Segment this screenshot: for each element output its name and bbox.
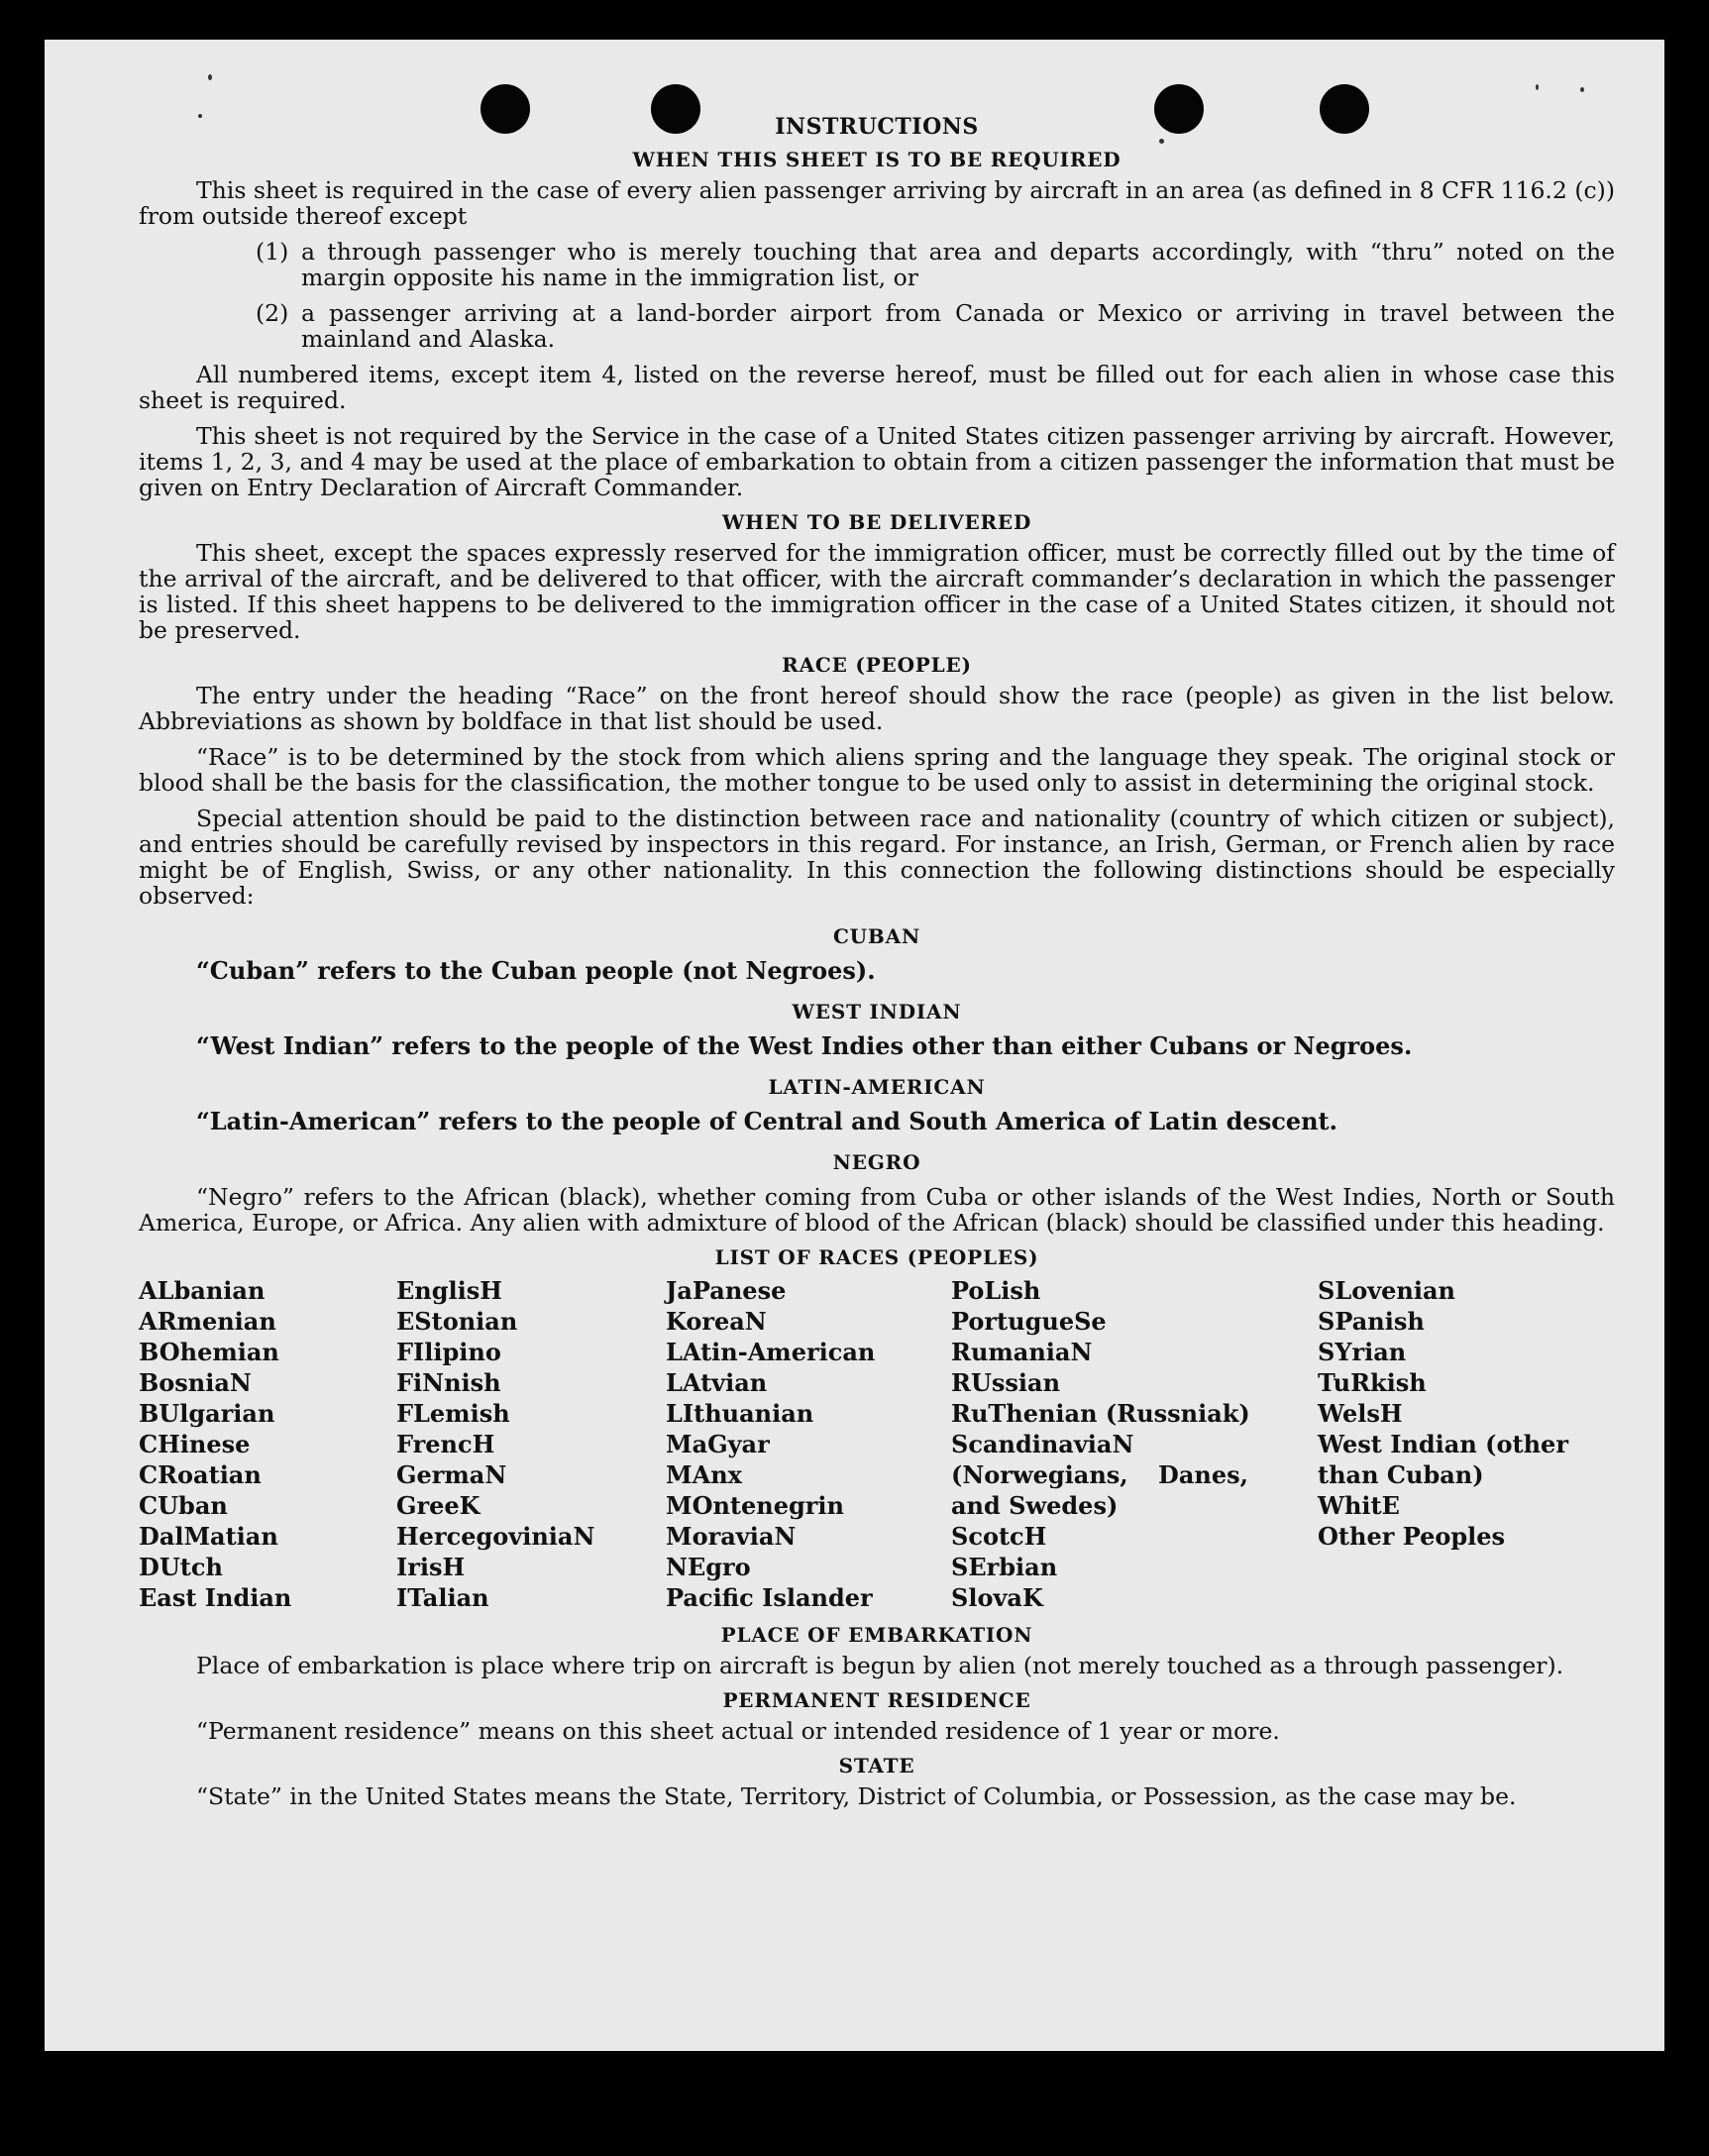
section-heading: NEGRO — [832, 1150, 921, 1174]
races-column-3 — [666, 1275, 951, 1613]
paragraph: “Permanent residence” means on this sheet actual or intended residence of 1 year or more. — [196, 1717, 1280, 1745]
paragraph: This sheet is required in the case of every alien passenger arriving by aircraft in an area (as defined in 8 CFR 116.2 (c)) from outside thereof except — [139, 176, 1615, 230]
race-item: West Indian (other than Cuban) — [1318, 1430, 1568, 1489]
race-item: DalMatian — [139, 1522, 278, 1551]
paragraph: “West Indian” refers to the people of the West Indies other than either Cubans or Negroes. — [196, 1031, 1413, 1060]
race-item: LIthuanian — [666, 1399, 814, 1428]
document-page — [45, 40, 1664, 2051]
paragraph: This sheet is not required by the Service in the case of a United States citizen passenger arriving by aircraft. However, items 1, 2, 3, and 4 may be used at the place of embarkation to obtain from a citizen passenger the information that must be given on Entry Declaration of Aircraft Commander. — [139, 422, 1615, 501]
race-item: GreeK — [396, 1491, 481, 1520]
races-column-4 — [951, 1275, 1318, 1613]
race-item: ITalian — [396, 1583, 489, 1612]
race-item: RumaniaN — [951, 1338, 1093, 1366]
race-item: NEgro — [666, 1553, 751, 1581]
race-item: EnglisH — [396, 1276, 502, 1305]
paragraph: “Cuban” refers to the Cuban people (not Negroes). — [196, 956, 876, 985]
race-item: RuThenian (Russniak) — [951, 1399, 1250, 1428]
race-item: BosniaN — [139, 1368, 252, 1397]
race-item: SPanish — [1318, 1307, 1425, 1336]
race-item: PoLish — [951, 1276, 1041, 1305]
paragraph: “Latin-American” refers to the people of Central and South America of Latin descent. — [196, 1107, 1337, 1135]
race-item: LAtvian — [666, 1368, 768, 1397]
page-title: INSTRUCTIONS — [775, 114, 979, 140]
section-heading: RACE (PEOPLE) — [782, 653, 972, 677]
race-item: CRoatian — [139, 1460, 262, 1489]
section-heading: LIST OF RACES (PEOPLES) — [714, 1245, 1039, 1269]
paragraph: Place of embarkation is place where trip on aircraft is begun by alien (not merely touched as a through passenger). — [196, 1652, 1564, 1679]
race-item: RUssian — [951, 1368, 1061, 1397]
section-heading: WHEN TO BE DELIVERED — [721, 510, 1032, 534]
race-item: ScandinaviaN (Norwegians, Danes, and Swedes) — [951, 1430, 1248, 1520]
races-column-5 — [1318, 1275, 1615, 1613]
race-item: ALbanian — [139, 1276, 266, 1305]
race-item: WhitE — [1318, 1491, 1400, 1520]
section-heading: WEST INDIAN — [792, 1000, 962, 1024]
race-item: WelsH — [1318, 1399, 1403, 1428]
speck — [1580, 87, 1584, 92]
paragraph: The entry under the heading “Race” on the front hereof should show the race (people) as given in the list below. Abbreviations as shown by boldface in that list should be used. — [139, 682, 1615, 735]
race-item: SErbian — [951, 1553, 1058, 1581]
section-heading: CUBAN — [832, 924, 921, 948]
race-item: SYrian — [1318, 1338, 1407, 1366]
paragraph: “State” in the United States means the State, Territory, District of Columbia, or Possession, as the case may be. — [196, 1782, 1517, 1810]
race-item: East Indian — [139, 1583, 292, 1612]
race-item: CUban — [139, 1491, 228, 1520]
race-item: CHinese — [139, 1430, 251, 1458]
paragraph: All numbered items, except item 4, listed on the reverse hereof, must be filled out for each alien in whose case this sheet is required. — [139, 361, 1615, 414]
list-item — [256, 300, 1615, 352]
section-heading: PERMANENT RESIDENCE — [722, 1688, 1031, 1712]
instructions-content — [139, 114, 1615, 1819]
speck — [1536, 84, 1539, 90]
race-item: MOntenegrin — [666, 1491, 844, 1520]
race-item: ARmenian — [139, 1307, 276, 1336]
list-text: a through passenger who is merely touching that area and departs accordingly, with “thru” noted on the margin opposite his name in the immigration list, or — [301, 238, 1615, 291]
paragraph: “Race” is to be determined by the stock from which aliens spring and the language they speak. The original stock or blood shall be the basis for the classification, the mother tongue to be used only to assist in determining the original stock. — [139, 743, 1615, 797]
race-item: TuRkish — [1318, 1368, 1427, 1397]
race-item: MAnx — [666, 1460, 742, 1489]
race-item: JaPanese — [666, 1276, 787, 1305]
race-item: GermaN — [396, 1460, 507, 1489]
list-number: (1) — [256, 238, 289, 266]
paragraph: Special attention should be paid to the distinction between race and nationality (country of which citizen or subject), and entries should be carefully revised by inspectors in this regard. For instance, an Irish, German, or French alien by race might be of English, Swiss, or any other nationality. In this connection the following distinctions should be especially observed: — [139, 805, 1615, 910]
races-list — [139, 1275, 1615, 1613]
race-item: Pacific Islander — [666, 1583, 873, 1612]
race-item: LAtin-American — [666, 1338, 876, 1366]
race-item: DUtch — [139, 1553, 223, 1581]
race-item: FrencH — [396, 1430, 495, 1458]
race-item: MoraviaN — [666, 1522, 797, 1551]
section-heading: STATE — [838, 1754, 915, 1778]
section-heading: PLACE OF EMBARKATION — [720, 1623, 1033, 1647]
races-column-2 — [396, 1275, 666, 1613]
race-item: KoreaN — [666, 1307, 767, 1336]
section-heading: LATIN-AMERICAN — [768, 1075, 986, 1099]
race-item: EStonian — [396, 1307, 518, 1336]
race-item: BUlgarian — [139, 1399, 275, 1428]
race-item: FLemish — [396, 1399, 510, 1428]
section-heading: WHEN THIS SHEET IS TO BE REQUIRED — [632, 148, 1122, 171]
speck — [208, 74, 212, 80]
list-text: a passenger arriving at a land-border airport from Canada or Mexico or arriving in travel between the mainland and Alaska. — [301, 299, 1615, 353]
races-column-1 — [139, 1275, 396, 1613]
paragraph: This sheet, except the spaces expressly reserved for the immigration officer, must be correctly filled out by the time of the arrival of the aircraft, and be delivered to that officer, with the aircraft commander’s declaration in which the passenger is listed. If this sheet happens to be delivered to the immigration officer in the case of a United States citizen, it should not be preserved. — [139, 539, 1615, 644]
race-item: ScotcH — [951, 1522, 1047, 1551]
race-item: BOhemian — [139, 1338, 279, 1366]
paragraph: “Negro” refers to the African (black), whether coming from Cuba or other islands of the West Indies, North or South America, Europe, or Africa. Any alien with admixture of blood of the African (black) should be classified under this heading. — [139, 1183, 1615, 1237]
race-item: MaGyar — [666, 1430, 770, 1458]
list-number: (2) — [256, 299, 289, 327]
race-item: IrisH — [396, 1553, 466, 1581]
race-item: FIlipino — [396, 1338, 501, 1366]
race-item: Other Peoples — [1318, 1522, 1506, 1551]
race-item: SlovaK — [951, 1583, 1043, 1612]
race-item: HercegoviniaN — [396, 1522, 595, 1551]
race-item: SLovenian — [1318, 1276, 1455, 1305]
race-item: FiNnish — [396, 1368, 501, 1397]
list-item — [256, 239, 1615, 290]
race-item: PortugueSe — [951, 1307, 1107, 1336]
